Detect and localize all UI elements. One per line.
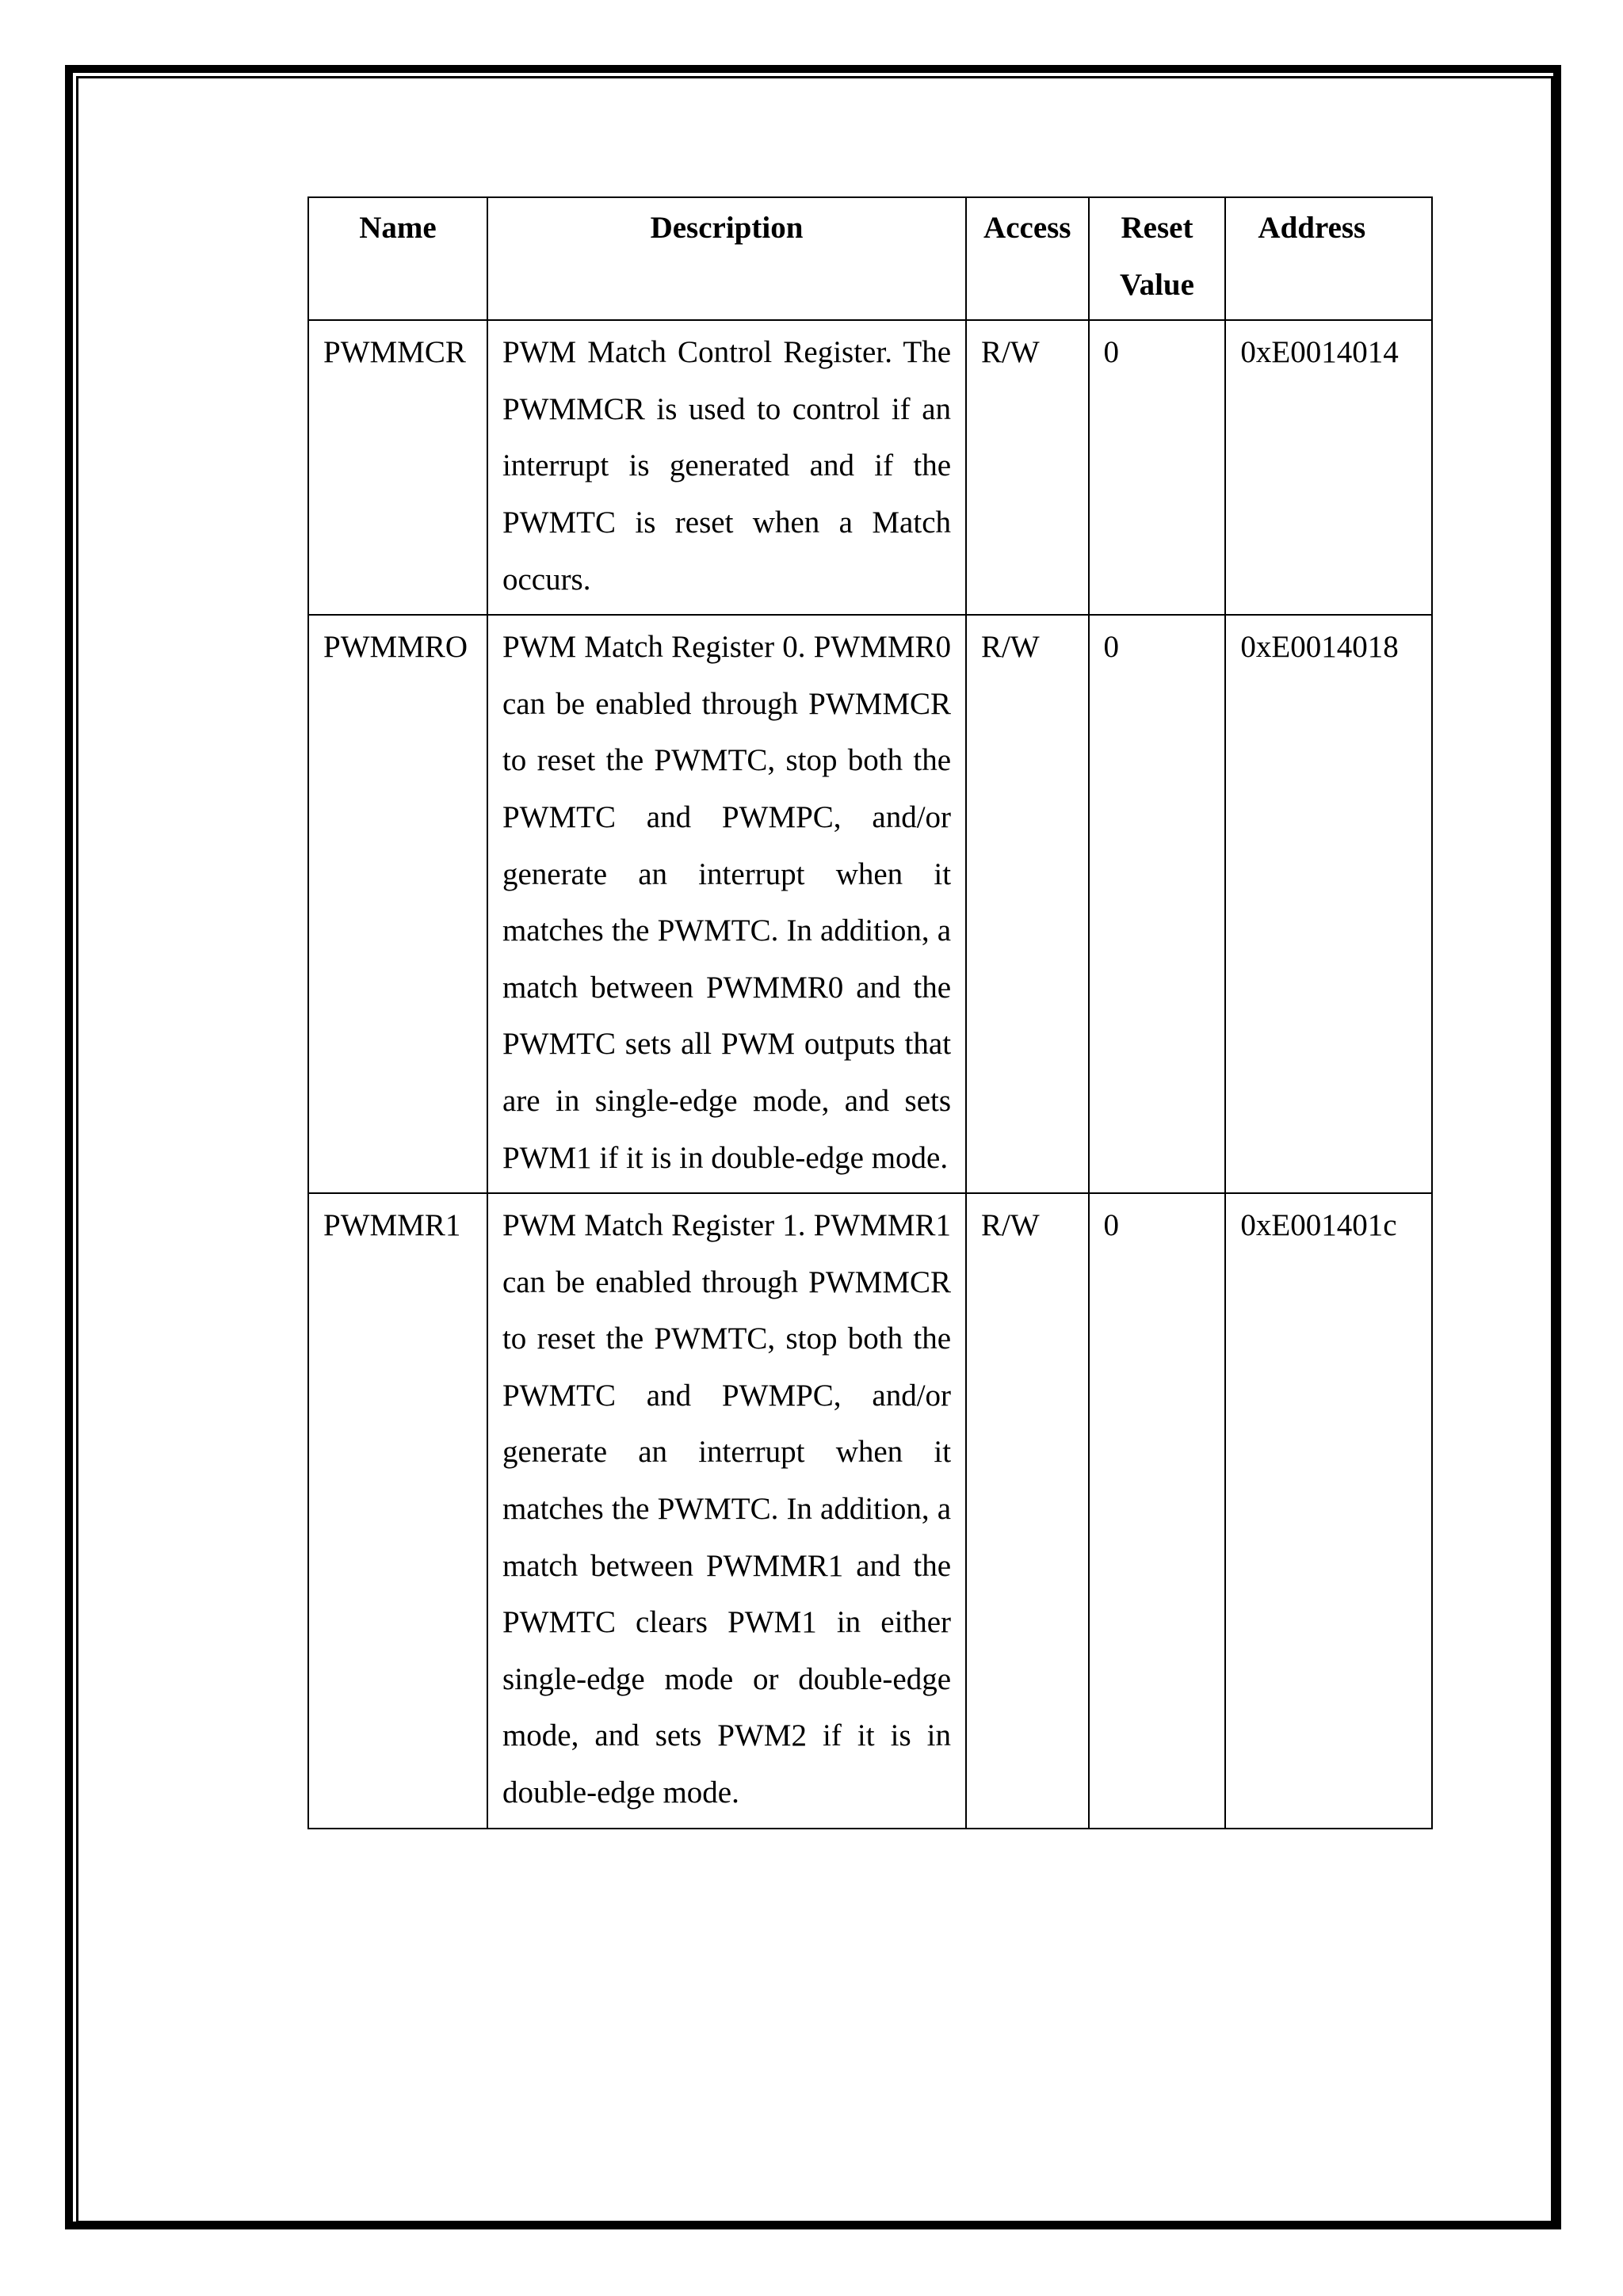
cell-address: 0xE0014014 bbox=[1225, 320, 1432, 615]
register-table bbox=[307, 196, 1433, 1829]
cell-name: PWMMRO bbox=[308, 615, 487, 1193]
cell-name: PWMMR1 bbox=[308, 1193, 487, 1829]
cell-reset-value: 0 bbox=[1089, 615, 1226, 1193]
cell-address: 0xE0014018 bbox=[1225, 615, 1432, 1193]
header-access: Access bbox=[966, 197, 1088, 320]
table-row bbox=[308, 320, 1432, 615]
table-header-row bbox=[308, 197, 1432, 320]
cell-name: PWMMCR bbox=[308, 320, 487, 615]
cell-description: PWM Match Control Register. The PWMMCR is used to control if an interrupt is generated and if the PWMTC is reset when a Match occurs. bbox=[487, 320, 966, 615]
cell-reset-value: 0 bbox=[1089, 320, 1226, 615]
cell-access: R/W bbox=[966, 1193, 1088, 1829]
cell-description: PWM Match Register 0. PWMMR0 can be enabled through PWMMCR to reset the PWMTC, stop both the PWMTC and PWMPC, and/or generate an interrupt when it matches the PWMTC. In addition, a match between PWMMR0 and the PWMTC sets all PWM outputs that are in single-edge mode, and sets PWM1 if it is in double-edge mode. bbox=[487, 615, 966, 1193]
table-row bbox=[308, 615, 1432, 1193]
cell-address: 0xE001401c bbox=[1225, 1193, 1432, 1829]
cell-access: R/W bbox=[966, 615, 1088, 1193]
header-address: Address bbox=[1225, 197, 1432, 320]
cell-description: PWM Match Register 1. PWMMR1 can be enabled through PWMMCR to reset the PWMTC, stop both the PWMTC and PWMPC, and/or generate an interrupt when it matches the PWMTC. In addition, a match between PWMMR1 and the PWMTC clears PWM1 in either single-edge mode or double-edge mode, and sets PWM2 if it is in double-edge mode. bbox=[487, 1193, 966, 1829]
cell-reset-value: 0 bbox=[1089, 1193, 1226, 1829]
cell-access: R/W bbox=[966, 320, 1088, 615]
header-description: Description bbox=[487, 197, 966, 320]
table-row bbox=[308, 1193, 1432, 1829]
header-reset-value: Reset Value bbox=[1089, 197, 1226, 320]
header-name: Name bbox=[308, 197, 487, 320]
